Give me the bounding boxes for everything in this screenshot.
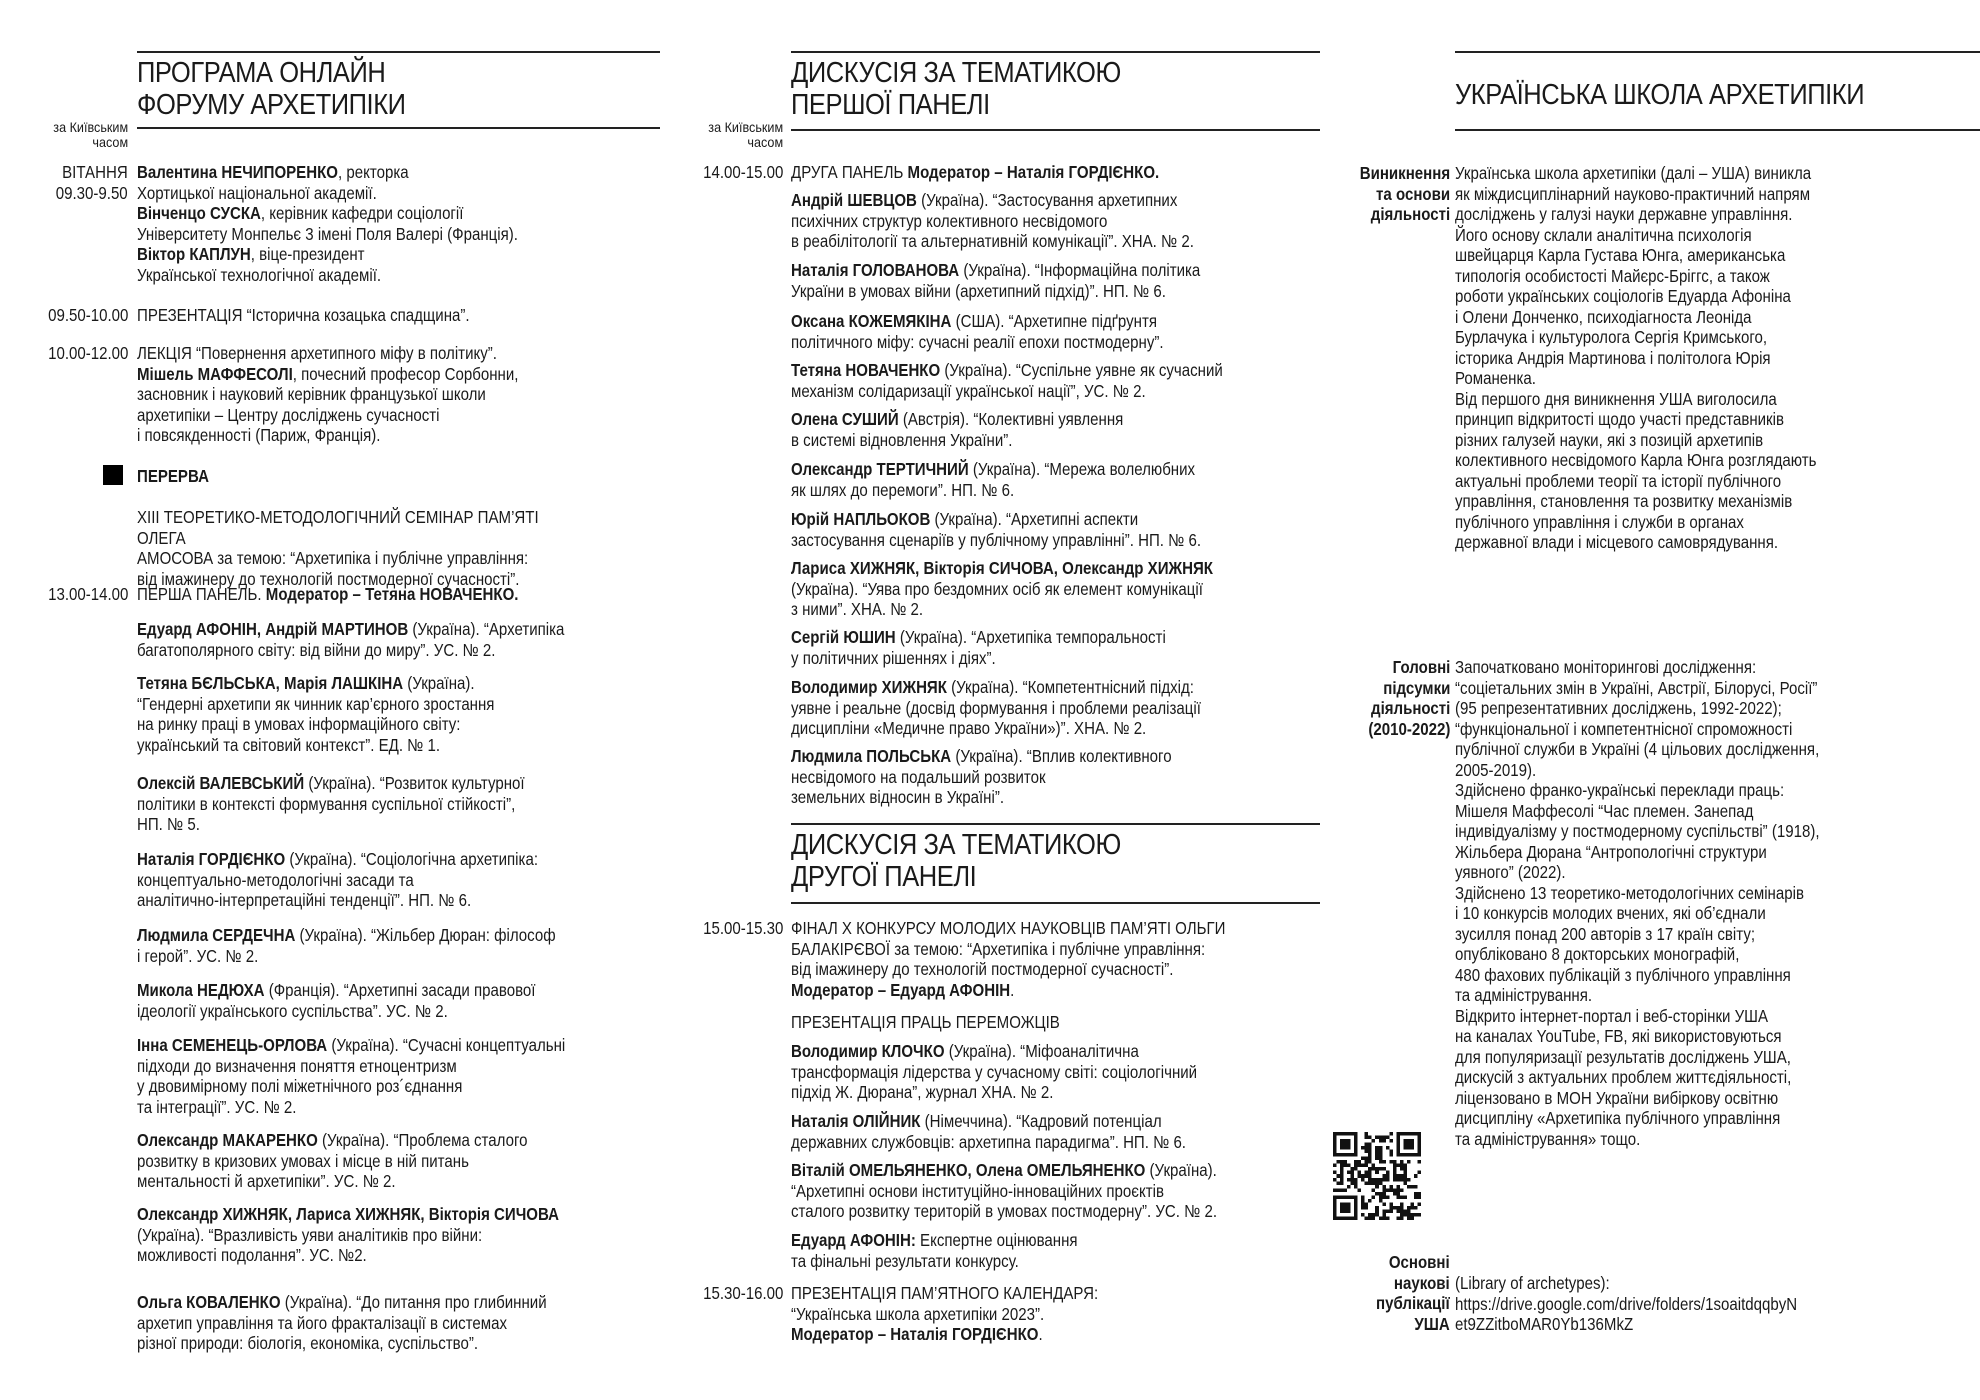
- talk-authors: Сергій ЮШИН: [791, 627, 896, 647]
- talk-authors: Тетяна НОВАЧЕНКО: [791, 360, 941, 380]
- column-school-info: [1320, 0, 1980, 1400]
- talk-details: (Україна). “Архетипіка багатополярного світу: від війни до миру”. УС. № 2.: [137, 619, 565, 660]
- talk-item: [137, 619, 564, 660]
- talk-details: (Україна). “Інформаційна політика України в умовах війни (архетипний підхід)”. НП. № 6.: [791, 260, 1201, 301]
- talk-details: (Україна). “Архетипні основи інституційно-інноваційних проєктів сталого розвитку територій в умовах постмодерну”. УС. № 2.: [791, 1160, 1218, 1221]
- schedule-time: 10.00-12.00: [47, 343, 128, 363]
- header-rule-bottom: [791, 129, 1320, 131]
- talk-authors: Олексій ВАЛЕВСЬКИЙ: [137, 773, 305, 793]
- panel-moderator: Модератор – Наталія ГОРДІЄНКО.: [907, 162, 1160, 182]
- timezone-line1: за Київським: [708, 119, 783, 135]
- schedule-time: 15.30-16.00: [702, 1283, 783, 1303]
- qr-code-graphic: [1333, 1132, 1421, 1220]
- talk-item: [137, 849, 538, 911]
- talk-item: [791, 360, 1223, 401]
- schedule-time: 15.00-15.30: [702, 918, 783, 938]
- talk-item: [791, 190, 1194, 252]
- panel-label: ПЕРША ПАНЕЛЬ.: [137, 584, 266, 604]
- talk-details: (Україна). “Гендерні архетипи як чинник кар’єрного зростання на ринку праці в умовах інформаційного світу: український та світовий контекст”. ЕД. № 1.: [137, 673, 495, 755]
- calendar-block: [791, 1283, 1098, 1345]
- header-rule-top: [791, 51, 1320, 53]
- winner-item: [791, 1111, 1186, 1152]
- talk-details: (Україна). “Вразливість уяви аналітиків про війни: можливості подолання”. УС. №2.: [137, 1224, 483, 1265]
- schedule-time: 09.50-10.00: [47, 305, 128, 325]
- talk-item: [137, 1130, 527, 1192]
- column-forum-program: [0, 0, 660, 1400]
- speaker-role: , віце-президент Української технологічної академії.: [137, 244, 382, 285]
- talk-authors: Микола НЕДЮХА: [137, 980, 265, 1000]
- talk-details: (Україна). “Проблема сталого розвитку в кризових умовах і місце в ній питань ментальності й архетипіки”. УС. № 2.: [137, 1130, 528, 1191]
- lecture-title: ЛЕКЦІЯ “Повернення архетипного міфу в політику”.: [137, 343, 497, 363]
- presentation-text: ПРЕЗЕНТАЦІЯ “Історична козацька спадщина”.: [137, 305, 470, 325]
- talk-item: [791, 627, 1166, 668]
- panel1-heading: [137, 584, 518, 605]
- talk-authors: Володимир ХИЖНЯК: [791, 677, 947, 697]
- talk-details: (Україна). “Міфоаналітична трансформація лідерства у сучасному світі: соціологічний підхід Ж. Дюрана”, журнал ХНА. № 2.: [791, 1041, 1198, 1102]
- break-square-icon: [103, 465, 123, 485]
- talk-authors: Едуард АФОНІН, Андрій МАРТИНОВ: [137, 619, 409, 639]
- timezone-label: [53, 120, 128, 150]
- speaker-name: Вінченцо СУСКА: [137, 203, 261, 223]
- panel-label: ДРУГА ПАНЕЛЬ: [791, 162, 908, 182]
- school-title: УКРАЇНСЬКА ШКОЛА АРХЕТИПІКИ: [1455, 79, 1865, 111]
- talk-item: [791, 459, 1195, 500]
- talk-item: [791, 677, 1201, 739]
- talk-authors: Оксана КОЖЕМЯКІНА: [791, 311, 952, 331]
- speaker-role: , почесний професор Сорбонни, засновник і науковий керівник французької школи архетипіки – Центру досліджень сучасності і повсякденності (Париж, Франція).: [137, 363, 519, 445]
- header-rule-bottom: [1455, 129, 1980, 131]
- timezone-line1: за Київським: [53, 119, 128, 135]
- panel2-heading: [791, 162, 1159, 183]
- talk-details: (Україна). “Архетипіка темпоральності у політичних рішеннях і діях”.: [791, 627, 1166, 668]
- schedule-time: [56, 162, 128, 203]
- section-title-line1: ДИСКУСІЯ ЗА ТЕМАТИКОЮ: [791, 57, 1121, 89]
- talk-details: (Франція). “Архетипні засади правової ідеології українського суспільства”. УС. № 2.: [137, 980, 536, 1021]
- section-text-origin: Українська школа архетипіки (далі – УША) виникла як міждисциплінарний науково-практичний напрям досліджень у галузі науки державне управління. Його основу склали аналітична психологія швейцарця Карла Густава Юнга, американська типологія особистості Майєрс-Бріггс, а також роботи українських соціологів Едуарда Афоніна і Олени Донченко, психодіагноста Леоніда Бурлачука і культуролога Сергія Кримського, історика Андрія Мартинова і політолога Юрія Романенка. Від першого дня виникнення УША виголосила принцип відкритості щодо участі представників різних галузей науки, які з позицій архетипів колективного несвідомого Карла Юнга розглядають актуальні проблеми теорії та історії публічного управління, становлення та розвитку механізмів публічного управління і служби в органах державної влади і місцевого самоврядування.: [1455, 163, 1817, 552]
- talk-authors: Володимир КЛОЧКО: [791, 1041, 945, 1061]
- talk-authors: Наталія ГОЛОВАНОВА: [791, 260, 960, 280]
- talk-details: (Україна). “Вплив колективного несвідомого на подальший розвиток земельних відносин в Україні”.: [791, 746, 1172, 807]
- section-title-line2: ДРУГОЇ ПАНЕЛІ: [791, 861, 977, 893]
- calendar-moderator: Модератор – Наталія ГОРДІЄНКО: [791, 1324, 1039, 1344]
- section-text-results: Започатковано моніторингові дослідження: “соціетальних змін в Україні, Австрії, Білорусі, Росії” (95 репрезентативних досліджень, 1992-2022); “функціональної і компетентнісної спроможності публічної служби в Україні (4 цільових дослідження, 2005-2019). Здійснено франко-українські переклади праць: Мішеля Маффесолі “Час племен. Занепад індивідуалізму у постмодерному суспільстві” (1918), Жільбера Дюрана “Антропологічні структури уявного” (2022). Здійснено 13 теоретико-методологічних семінарів і 10 конкурсів молодих вчених, які об’єднали зусилля понад 200 авторів з 17 країн світу; опубліковано 8 докторських монографій, 480 фахових публікацій з публічного управління та адміністрування. Відкрито інтернет-портал і веб-сторінки УША на каналах YouTube, FB, які використовуються для популяризації результатів досліджень УША, дискусій з актуальних проблем життєдіяльності, ліцензовано в МОН України вибіркову освітню дисципліну «Архетипіка публічного управління та адміністрування» тощо.: [1455, 657, 1820, 1149]
- qr-code-icon[interactable]: [1333, 1132, 1421, 1220]
- column-panel-discussions: [660, 0, 1320, 1400]
- talk-details: Експертне оцінювання та фінальні результати конкурсу.: [791, 1230, 1078, 1271]
- speaker-role: , ректорка Хортицької національної академії.: [137, 162, 409, 203]
- section-label-publications: Основні наукові публікації УША: [1376, 1252, 1450, 1334]
- talk-details: (Австрія). “Колективні уявлення в системі відновлення України”.: [791, 409, 1124, 450]
- talk-item: [791, 509, 1201, 550]
- publications-link[interactable]: (Library of archetypes): https://drive.google.com/drive/folders/1soaitdqqbyN et9ZZitboMAR0Yb136MkZ: [1455, 1273, 1798, 1334]
- winner-item: [791, 1041, 1197, 1103]
- talk-authors: Віталій ОМЕЛЬЯНЕНКО, Олена ОМЕЛЬЯНЕНКО: [791, 1160, 1146, 1180]
- talk-item: [137, 673, 494, 755]
- section-rule-top: [791, 823, 1320, 825]
- greeting-block: [137, 162, 518, 285]
- break-label: ПЕРЕРВА: [137, 466, 209, 486]
- schedule-time: 14.00-15.00: [702, 162, 783, 182]
- talk-authors: Наталія ОЛІЙНИК: [791, 1111, 921, 1131]
- talk-details: (США). “Архетипне підґрунтя політичного міфу: сучасні реалії епохи постмодерну”.: [791, 311, 1164, 352]
- header-rule-bottom: [137, 127, 660, 129]
- contest-final-block: [791, 918, 1225, 1000]
- talk-authors: Наталія ГОРДІЄНКО: [137, 849, 286, 869]
- speaker-name: Валентина НЕЧИПОРЕНКО: [137, 162, 338, 182]
- talk-item: [137, 773, 525, 835]
- talk-authors: Людмила СЕРДЕЧНА: [137, 925, 296, 945]
- talk-details: (Україна). “До питання про глибинний архетип управління та його фракталізації в системах різної природи: біологія, економіка, суспільство”.: [137, 1292, 547, 1353]
- talk-item: [791, 746, 1172, 808]
- talk-authors: Едуард АФОНІН:: [791, 1230, 916, 1250]
- talk-item: [137, 925, 556, 966]
- section-title-line1: ДИСКУСІЯ ЗА ТЕМАТИКОЮ: [791, 829, 1121, 861]
- section-title-line2: ПЕРШОЇ ПАНЕЛІ: [791, 89, 990, 121]
- talk-details: (Україна). “Застосування архетипних психічних структур колективного несвідомого в реабілітології та альтернативній комунікації”. ХНА. № 2.: [791, 190, 1194, 251]
- talk-authors: Ольга КОВАЛЕНКО: [137, 1292, 281, 1312]
- talk-item: [791, 558, 1213, 620]
- page-title-line2: ФОРУМУ АРХЕТИПІКИ: [137, 89, 406, 121]
- talk-item: [791, 260, 1200, 301]
- talk-item: [137, 980, 535, 1021]
- time-range: 09.30-9.50: [56, 182, 128, 203]
- talk-details: (Україна). “Компетентнісний підхід: уявне і реальне (досвід формування і проблеми реалізації дисципліни «Медичне право України»)”. ХНА. № 2.: [791, 677, 1201, 738]
- talk-authors: Лариса ХИЖНЯК, Вікторія СИЧОВА, Олександр ХИЖНЯК: [791, 558, 1214, 578]
- speaker-name: Віктор КАПЛУН: [137, 244, 251, 264]
- talk-details: (Україна). “Мережа волелюбних як шлях до перемоги”. НП. № 6.: [791, 459, 1196, 500]
- timezone-line2: часом: [747, 134, 783, 150]
- talk-authors: Андрій ШЕВЦОВ: [791, 190, 917, 210]
- seminar-text: XIII ТЕОРЕТИКО-МЕТОДОЛОГІЧНИЙ СЕМІНАР ПАМ’ЯТІ ОЛЕГА АМОСОВА за темою: “Архетипіка і публічне управління: від імажинеру до технологій постмодерної сучасності”.: [137, 507, 539, 589]
- winners-heading: ПРЕЗЕНТАЦІЯ ПРАЦЬ ПЕРЕМОЖЦІВ: [791, 1012, 1060, 1032]
- speaker-name: Мішель МАФФЕСОЛІ: [137, 363, 293, 384]
- section-rule-bottom: [791, 902, 1320, 904]
- talk-details: (Україна). “Жільбер Дюран: філософ і герой”. УС. № 2.: [137, 925, 556, 966]
- punctuation: .: [1038, 1324, 1043, 1344]
- talk-authors: Олександр ХИЖНЯК, Лариса ХИЖНЯК, Вікторія СИЧОВА: [137, 1204, 560, 1224]
- talk-details: (Україна). “Суспільне уявне як сучасний механізм солідаризації української нації”, УС. № 2.: [791, 360, 1223, 401]
- winner-item: [791, 1160, 1217, 1222]
- talk-details: (Україна). “Уява про бездомних осіб як елемент комунікації з ними”. ХНА. № 2.: [791, 578, 1203, 619]
- talk-authors: Олена СУШИЙ: [791, 409, 899, 429]
- time-label: ВІТАННЯ: [62, 162, 129, 182]
- talk-authors: Олександр МАКАРЕНКО: [137, 1130, 318, 1150]
- talk-authors: Олександр ТЕРТИЧНИЙ: [791, 459, 969, 479]
- timezone-label: [708, 120, 783, 150]
- talk-details: (Німеччина). “Кадровий потенціал державних службовців: архетипна парадигма”. НП. № 6.: [791, 1111, 1186, 1152]
- section-label-results: Головні підсумки діяльності (2010-2022): [1367, 657, 1450, 739]
- speaker-role: , керівник кафедри соціології Університету Монпельє 3 імені Поля Валері (Франція).: [137, 203, 518, 244]
- header-rule-top: [137, 51, 660, 53]
- header-rule-top: [1455, 51, 1980, 53]
- panel-moderator: Модератор – Тетяна НОВАЧЕНКО.: [265, 584, 519, 604]
- talk-authors: Людмила ПОЛЬСЬКА: [791, 746, 952, 766]
- contest-final-text: ФІНАЛ Х КОНКУРСУ МОЛОДИХ НАУКОВЦІВ ПАМ’ЯТІ ОЛЬГИ БАЛАКІРЄВОЇ за темою: “Архетипіка і публічне управління: від імажинеру до технологій постмодерної сучасності”.: [791, 918, 1226, 979]
- talk-details: (Україна). “Архетипні аспекти застосування сценаріїв у публічному управлінні”. НП. № 6.: [791, 509, 1202, 550]
- talk-item: [791, 311, 1164, 352]
- schedule-time: 13.00-14.00: [47, 584, 128, 604]
- talk-details: (Україна). “Сучасні концептуальні підходи до визначення поняття етноцентризм у двовимірному полі міжетнічного роз´єднання та інтеграції”. УС. № 2.: [137, 1035, 566, 1117]
- page-title-line1: ПРОГРАМА ОНЛАЙН: [137, 57, 386, 89]
- talk-details: (Україна). “Розвиток культурної політики в контексті формування суспільної стійкості”, НП. № 5.: [137, 773, 525, 834]
- talk-item: [137, 1292, 547, 1354]
- punctuation: .: [1010, 979, 1015, 1000]
- talk-item: [791, 409, 1123, 450]
- winner-item: [791, 1230, 1078, 1271]
- calendar-text: ПРЕЗЕНТАЦІЯ ПАМ’ЯТНОГО КАЛЕНДАРЯ: “Українська школа архетипіки 2023”.: [791, 1283, 1099, 1324]
- section-label-origin: Виникнення та основи діяльності: [1359, 163, 1450, 224]
- talk-details: (Україна). “Соціологічна архетипіка: концептуально-методологічні засади та аналітично-інтерпретаційні тенденції”. НП. № 6.: [137, 849, 539, 910]
- contest-moderator: Модератор – Едуард АФОНІН: [791, 979, 1011, 1000]
- timezone-line2: часом: [92, 134, 128, 150]
- talk-authors: Тетяна БЄЛЬСЬКА, Марія ЛАШКІНА: [137, 673, 404, 693]
- talk-authors: Юрій НАПЛЬОКОВ: [791, 509, 931, 529]
- lecture-block: [137, 343, 518, 446]
- talk-item: [137, 1204, 559, 1266]
- talk-item: [137, 1035, 565, 1117]
- talk-authors: Інна СЕМЕНЕЦЬ-ОРЛОВА: [137, 1035, 328, 1055]
